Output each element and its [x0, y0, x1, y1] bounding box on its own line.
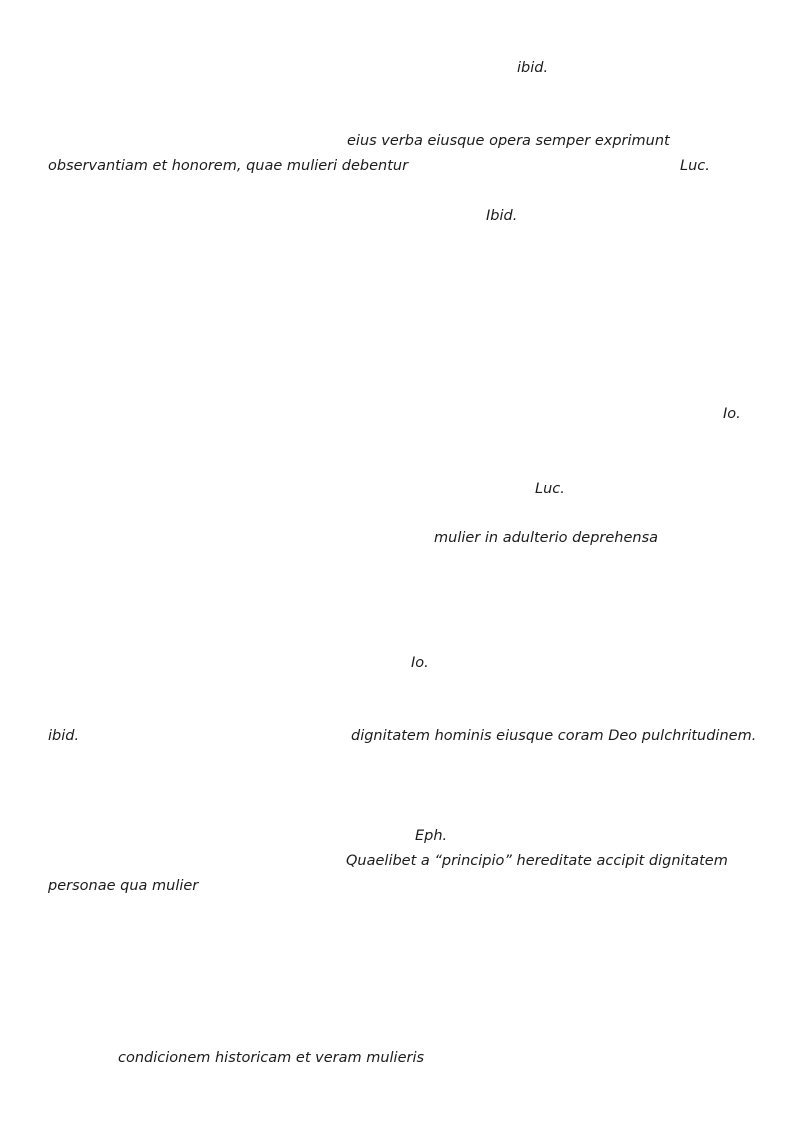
ref-luc-1: Luc. [680, 158, 710, 174]
quote-personae: personae qua mulier [48, 878, 199, 894]
phrase-dignitatem: dignitatem hominis eiusque coram Deo pulchritudinem. [351, 728, 757, 744]
quote-observantiam: observantiam et honorem, quae mulieri debentur [48, 158, 409, 174]
ref-eph: Eph. [415, 828, 448, 844]
ref-ibid-1: ibid. [517, 60, 549, 76]
ref-io-1: Io. [723, 406, 741, 422]
ref-ibid-2: Ibid. [486, 208, 518, 224]
phrase-condicionem: condicionem historicam et veram mulieris [118, 1050, 425, 1066]
ref-luc-2: Luc. [535, 481, 565, 497]
ref-io-2: Io. [411, 655, 429, 671]
ref-ibid-3: ibid. [48, 728, 80, 744]
phrase-mulier-adulterio: mulier in adulterio deprehensa [434, 530, 659, 546]
quote-eius-verba: eius verba eiusque opera semper exprimunt [347, 133, 670, 149]
quote-quaelibet: Quaelibet a “principio” hereditate accipit dignitatem [346, 853, 728, 869]
